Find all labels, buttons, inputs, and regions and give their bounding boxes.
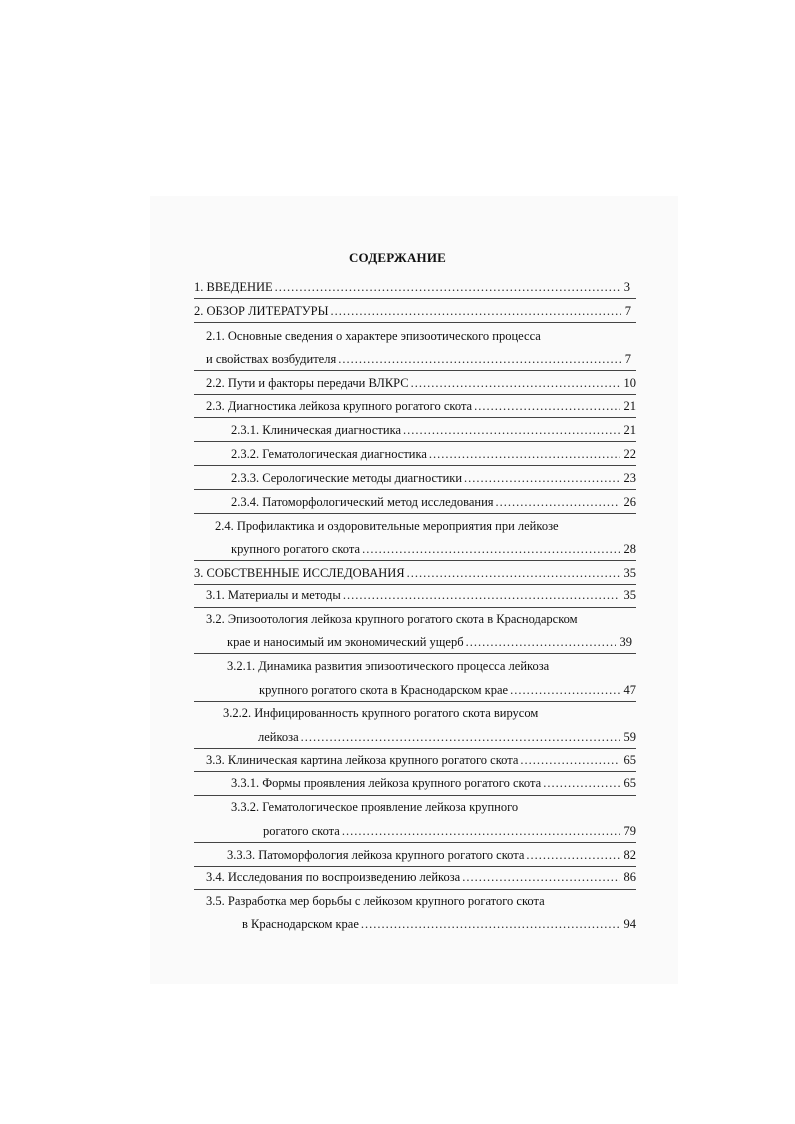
toc-entry[interactable]: и свойствах возбудителя ..... 7 <box>206 351 631 367</box>
divider <box>194 701 636 702</box>
divider <box>194 441 636 442</box>
toc-entry-line[interactable]: 3.2.1. Динамика развития эпизоотического процесса лейкоза <box>227 659 550 673</box>
toc-entry[interactable]: 2.2. Пути и факторы передачи ВЛКРС ..... 10 <box>206 375 636 391</box>
toc-entry[interactable]: 3.1. Материалы и методы ..... 35 <box>206 587 636 603</box>
divider <box>194 322 636 323</box>
toc-entry[interactable]: 2.3.2. Гематологическая диагностика ..... 22 <box>231 446 636 462</box>
toc-entry-line[interactable]: 3.2. Эпизоотология лейкоза крупного рогатого скота в Краснодарском <box>206 612 578 626</box>
toc-entry[interactable]: лейкоза ..... 59 <box>258 729 636 745</box>
toc-entry-line[interactable]: 3.3.2. Гематологическое проявление лейкоза крупного <box>231 800 519 814</box>
toc-entry[interactable]: 2.3.3. Серологические методы диагностики ..... 23 <box>231 470 636 486</box>
divider <box>194 771 636 772</box>
divider <box>194 866 636 867</box>
divider <box>194 653 636 654</box>
toc-entry[interactable]: 2.3.1. Клиническая диагностика ..... 21 <box>231 422 636 438</box>
toc-entry-line[interactable]: 3.5. Разработка мер борьбы с лейкозом крупного рогатого скота <box>206 894 545 908</box>
toc-entry[interactable]: 3.4. Исследования по воспроизведению лейкоза ..... 86 <box>206 869 636 885</box>
toc-entry[interactable]: 3.3.3. Патоморфология лейкоза крупного рогатого скота ..... 82 <box>227 847 636 863</box>
divider <box>194 298 636 299</box>
toc-entry[interactable]: крае и наносимый им экономический ущерб ..... 39 <box>227 634 632 650</box>
toc-entry[interactable]: 3.3. Клиническая картина лейкоза крупного рогатого скота ..... 65 <box>206 752 636 768</box>
divider <box>194 417 636 418</box>
divider <box>194 889 636 890</box>
toc-title: СОДЕРЖАНИЕ <box>348 250 447 265</box>
toc-entry-line[interactable]: 2.4. Профилактика и оздоровительные мероприятия при лейкозе <box>215 519 559 533</box>
toc-entry[interactable]: 2. ОБЗОР ЛИТЕРАТУРЫ ..... 7 <box>194 303 631 319</box>
divider <box>194 489 636 490</box>
divider <box>194 584 636 585</box>
toc-entry[interactable]: крупного рогатого скота ..... 28 <box>231 541 636 557</box>
toc-entry[interactable]: 2.3. Диагностика лейкоза крупного рогатого скота ..... 21 <box>206 398 636 414</box>
divider <box>194 748 636 749</box>
divider <box>194 607 636 608</box>
toc-entry[interactable]: рогатого скота ..... 79 <box>263 823 636 839</box>
toc-entry[interactable]: 3. СОБСТВЕННЫЕ ИССЛЕДОВАНИЯ ..... 35 <box>194 565 636 581</box>
divider <box>194 513 636 514</box>
divider <box>194 394 636 395</box>
toc-entry[interactable]: 2.3.4. Патоморфологический метод исследования ..... 26 <box>231 494 636 510</box>
toc-entry[interactable]: крупного рогатого скота в Краснодарском крае ..... 47 <box>259 682 636 698</box>
divider <box>194 795 636 796</box>
divider <box>194 465 636 466</box>
toc-entry[interactable]: 1. ВВЕДЕНИЕ ..... 3 <box>194 279 630 295</box>
divider <box>194 370 636 371</box>
toc-entry[interactable]: 3.3.1. Формы проявления лейкоза крупного рогатого скота ..... 65 <box>231 775 636 791</box>
toc-entry-line[interactable]: 2.1. Основные сведения о характере эпизоотического процесса <box>206 329 541 343</box>
toc-entry-line[interactable]: 3.2.2. Инфицированность крупного рогатого скота вирусом <box>223 706 539 720</box>
divider <box>194 842 636 843</box>
toc-entry[interactable]: в Краснодарском крае ..... 94 <box>242 916 636 932</box>
divider <box>194 560 636 561</box>
